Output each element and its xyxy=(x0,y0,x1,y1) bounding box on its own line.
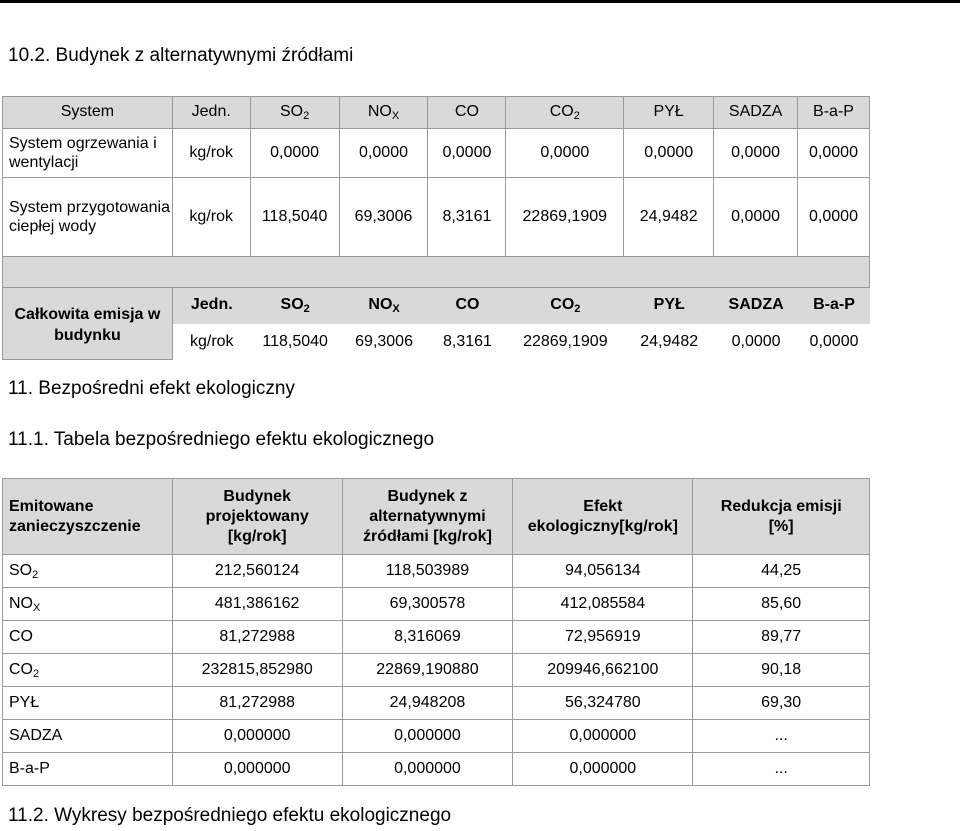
table-cell: 8,3161 xyxy=(442,332,492,350)
header-cell: $NO_X$ xyxy=(339,97,428,129)
pollutant-label: PYŁ xyxy=(9,693,40,711)
header-cell: CO xyxy=(428,97,506,129)
header-cell: $SO_2$ xyxy=(280,296,310,315)
total-emission-table xyxy=(2,287,870,360)
table-row xyxy=(3,588,870,621)
pollutant-subscript: 2 xyxy=(32,568,39,581)
top-rule xyxy=(0,0,960,3)
table-cell: 209946,662100 xyxy=(513,654,693,687)
table-cell: 212,560124 xyxy=(172,555,342,588)
table-cell: 0,0000 xyxy=(714,129,798,178)
header-cell: Jedn. xyxy=(172,97,250,129)
header-cell: Redukcja emisji [%] xyxy=(693,479,870,555)
table-cell: 69,3006 xyxy=(355,332,413,350)
table-cell: kg/rok xyxy=(172,178,250,257)
row-label: System przygotowania ciepłej wody xyxy=(3,178,173,257)
table-cell: 0,0000 xyxy=(798,129,870,178)
table-cell: 90,18 xyxy=(693,654,870,687)
pollutant-subscript: 2 xyxy=(33,667,40,680)
table-cell: 24,948208 xyxy=(342,687,513,720)
header-cell: Efekt ekologiczny[kg/rok] xyxy=(513,479,693,555)
pollutant-label: CO xyxy=(9,627,33,645)
table-cell: 0,0000 xyxy=(250,129,339,178)
table-cell: 0,0000 xyxy=(809,332,859,350)
table-cell: 81,272988 xyxy=(172,621,342,654)
separator-cell xyxy=(3,257,870,288)
table-cell: 0,0000 xyxy=(624,129,714,178)
table-cell: 0,000000 xyxy=(513,753,693,786)
header-cell: Emitowane zanieczyszczenie xyxy=(3,479,173,555)
table-cell: 118,5040 xyxy=(250,178,339,257)
header-cell: $CO_2$ xyxy=(550,296,581,315)
table-cell: 44,25 xyxy=(693,555,870,588)
total-emission-header xyxy=(173,288,870,324)
table-cell: 0,0000 xyxy=(731,332,781,350)
table-cell: 0,0000 xyxy=(339,129,428,178)
header-cell: PYŁ xyxy=(653,296,685,313)
section-heading-10-2: 10.2. Budynek z alternatywnymi źródłami xyxy=(8,45,354,66)
table-row xyxy=(3,687,870,720)
pollutant-subscript: X xyxy=(33,601,41,614)
table-row xyxy=(3,178,870,257)
table-cell: kg/rok xyxy=(189,332,234,350)
table-row xyxy=(3,654,870,687)
table-cell: 0,000000 xyxy=(342,720,513,753)
table-cell: 0,000000 xyxy=(342,753,513,786)
table-row xyxy=(3,720,870,753)
header-cell: $SO_2$ xyxy=(250,97,339,129)
table-cell: 0,000000 xyxy=(172,720,342,753)
table-cell: 69,30 xyxy=(693,687,870,720)
header-cell: $NO_X$ xyxy=(368,296,400,315)
table-cell: ... xyxy=(693,720,870,753)
table-cell: 118,503989 xyxy=(342,555,513,588)
header-cell: B-a-P xyxy=(798,97,870,129)
pollutant-label: SADZA xyxy=(9,726,63,744)
table-cell: 56,324780 xyxy=(513,687,693,720)
pollutant-name xyxy=(3,687,173,720)
pollutant-name xyxy=(3,720,173,753)
table-cell: 81,272988 xyxy=(172,687,342,720)
table-cell: kg/rok xyxy=(172,129,250,178)
table-cell: 0,0000 xyxy=(714,178,798,257)
header-cell: $CO_2$ xyxy=(506,97,624,129)
pollutant-name xyxy=(3,654,173,687)
table-cell: 69,300578 xyxy=(342,588,513,621)
ecological-effect-table xyxy=(2,478,870,786)
header-cell: PYŁ xyxy=(624,97,714,129)
system-emission-table xyxy=(2,96,870,288)
header-cell: B-a-P xyxy=(813,296,855,313)
section-heading-11-2: 11.2. Wykresy bezpośredniego efektu ekologicznego xyxy=(8,805,452,826)
table-cell: 24,9482 xyxy=(624,178,714,257)
table-cell: 89,77 xyxy=(693,621,870,654)
pollutant-name xyxy=(3,753,173,786)
header-cell: SADZA xyxy=(728,296,784,313)
table-row xyxy=(3,753,870,786)
table-cell: 8,3161 xyxy=(428,178,506,257)
table-cell: 0,000000 xyxy=(513,720,693,753)
table-cell: 118,5040 xyxy=(262,332,328,350)
table-row xyxy=(3,129,870,178)
table-cell: 69,3006 xyxy=(339,178,428,257)
table-cell: 22869,1909 xyxy=(523,332,608,350)
table-cell: 85,60 xyxy=(693,588,870,621)
row-label: System ogrzewania i wentylacji xyxy=(3,129,173,178)
total-emission-label: Całkowita emisja w budynku xyxy=(3,288,173,360)
header-cell: Budynek z alternatywnymi źródłami [kg/rok] xyxy=(342,479,513,555)
table-cell: 481,386162 xyxy=(172,588,342,621)
table-cell: 0,000000 xyxy=(172,753,342,786)
pollutant-name xyxy=(3,555,173,588)
pollutant-label: B-a-P xyxy=(9,759,50,777)
header-cell: Jedn. xyxy=(190,296,233,313)
table-cell: 8,316069 xyxy=(342,621,513,654)
header-cell: System xyxy=(3,97,173,129)
table-row xyxy=(3,621,870,654)
pollutant-label: NO xyxy=(9,594,33,612)
section-heading-11: 11. Bezpośredni efekt ekologiczny xyxy=(8,378,295,399)
table-row xyxy=(173,324,870,360)
table-cell: 72,956919 xyxy=(513,621,693,654)
table-cell: 24,9482 xyxy=(640,332,699,350)
ecological-table-header xyxy=(3,479,870,555)
pollutant-name xyxy=(3,621,173,654)
table-cell: ... xyxy=(693,753,870,786)
table-cell: 22869,190880 xyxy=(342,654,513,687)
table-cell: 412,085584 xyxy=(513,588,693,621)
pollutant-label: CO xyxy=(9,660,33,678)
pollutant-label: SO xyxy=(9,561,33,579)
total-emission-body xyxy=(172,288,870,360)
table-cell: 0,0000 xyxy=(428,129,506,178)
table-cell: 0,0000 xyxy=(506,129,624,178)
system-table-header xyxy=(3,97,870,129)
header-cell: Budynek projektowany [kg/rok] xyxy=(172,479,342,555)
table-cell: 22869,1909 xyxy=(506,178,624,257)
pollutant-name xyxy=(3,588,173,621)
section-heading-11-1: 11.1. Tabela bezpośredniego efektu ekologicznego xyxy=(8,429,435,450)
table-cell: 0,0000 xyxy=(798,178,870,257)
table-cell: 94,056134 xyxy=(513,555,693,588)
separator-row xyxy=(3,257,870,288)
header-cell: SADZA xyxy=(714,97,798,129)
table-cell: 232815,852980 xyxy=(172,654,342,687)
header-cell: CO xyxy=(455,296,480,313)
table-row xyxy=(3,555,870,588)
